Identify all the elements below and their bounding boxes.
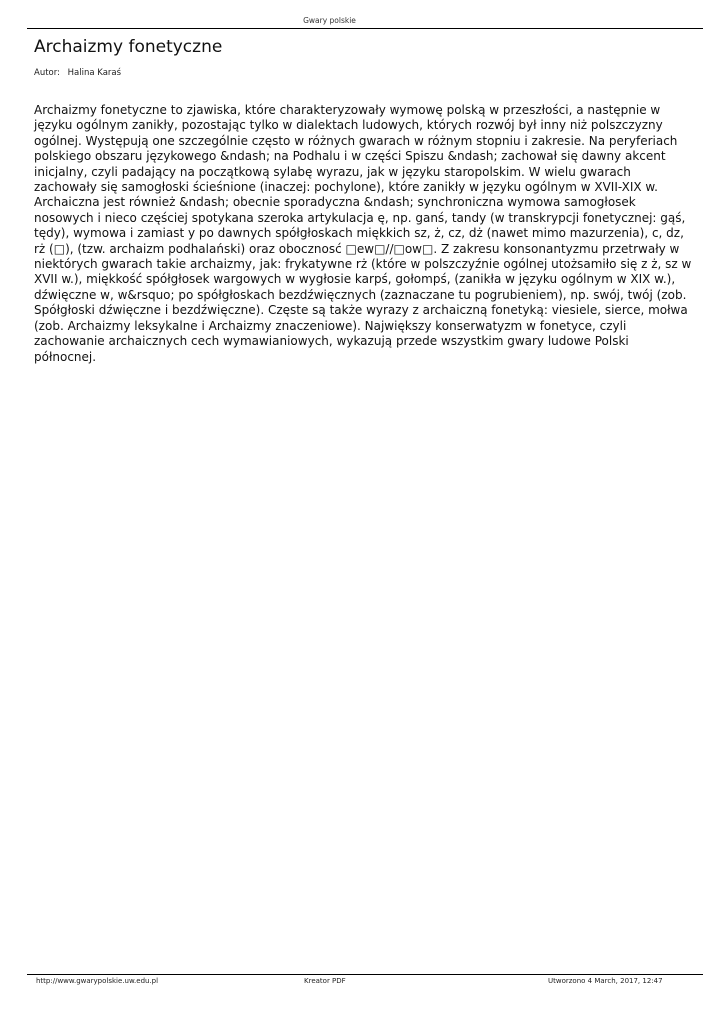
page-title: Archaizmy fonetyczne (34, 37, 223, 57)
header-site-title: Gwary polskie (303, 16, 356, 25)
footer-divider (27, 974, 703, 975)
author-line (34, 68, 121, 78)
author-label: Autor: (34, 68, 60, 78)
footer-created-date: Utworzono 4 March, 2017, 12:47 (548, 977, 663, 985)
author-name: Halina Karaś (67, 68, 122, 78)
footer-url-link[interactable]: http://www.gwarypolskie.uw.edu.pl (36, 977, 159, 985)
header-divider (27, 28, 703, 29)
footer-creator: Kreator PDF (304, 977, 346, 985)
article-body: Archaizmy fonetyczne to zjawiska, które charakteryzowały wymowę polską w przeszłości, a następnie w języku ogólnym zanikły, pozostając tylko w dialektach ludowych, których rozwój był inny niż polszczyzny ogólnej. Występują one szczególnie często w różnych gwarach w różnym stopniu i zakresie. Na peryferiach polskiego obszaru językowego &ndash; na Podhalu i w części Spiszu &ndash; zachował się dawny akcent inicjalny, czyli padający na początkową sylabę wyrazu, jak w języku staropolskim. W wielu gwarach zachowały się samogłoski ścieśnione (inaczej: pochylone), które zanikły w języku ogólnym w XVII-XIX w. Archaiczna jest również &ndash; obecnie sporadyczna &ndash; synchroniczna wymowa samogłosek nosowych i nieco częściej spotykana szeroka artykulacja ę, np. ganś, tandy (w transkrypcji fonetycznej: gąś, tędy), wymowa i zamiast y po dawnych spółgłoskach miękkich sz, ż, cz, dż (nawet mimo mazurzenia), c, dz, rż (□), (tzw. archaizm podhalański) oraz obocznosć □ew□//□ow□. Z zakresu konsonantyzmu przetrwały w niektórych gwarach takie archaizmy, jak: frykatywne rż (które w polszczyźnie ogólnej utożsamiło się z ż, sz w XVII w.), miękkość spółgłosek wargowych w wygłosie karpś, gołompś, (zanikła w języku ogólnym w XIX w.), dźwięczne w, w&rsquo; po spółgłoskach bezdźwięcznych (zaznaczane tu pogrubieniem), np. swój, twój (zob. Spółgłoski dźwięczne i bezdźwięczne). Częste są także wyrazy z archaiczną fonetyką: viesiele, sierce, mołwa (zob. Archaizmy leksykalne i Archaizmy znaczeniowe). Największy konserwatyzm w fonetyce, czyli zachowanie archaicznych cech wymawianiowych, wykazują przede wszystkim gwary ludowe Polski północnej. (34, 103, 692, 364)
